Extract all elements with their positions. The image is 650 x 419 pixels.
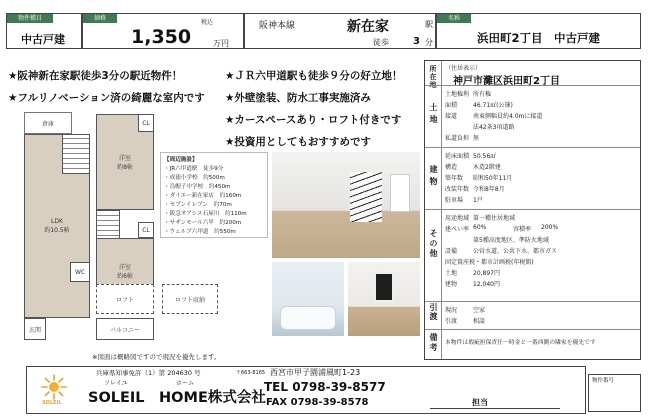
nearby-item: ・成徳小学校 約500m: [164, 175, 225, 181]
other-key: [445, 235, 473, 246]
photo-bedroom: [348, 262, 420, 336]
photo-bathroom: [272, 262, 344, 336]
header-name-value: 浜田町2丁目 中古戸建: [477, 31, 601, 45]
header-line-label: 阪神本線: [259, 21, 296, 31]
location-sub-label: （住居表示）: [445, 65, 482, 72]
company-kana-2: ホーム: [176, 380, 195, 387]
building-key: 改装年数: [445, 186, 470, 193]
header-category-value: 中古戸建: [21, 33, 65, 46]
room-loft: [96, 284, 154, 314]
staff-label: 担当: [472, 398, 488, 407]
point-4: ★外壁塗装、防水工事実施済み: [225, 92, 371, 104]
room-loft-storage: [162, 284, 218, 314]
header-price-value: 1,350: [131, 26, 192, 48]
building-row: [445, 162, 512, 173]
land-row: [445, 122, 542, 133]
header-station-value: 新在家: [347, 19, 389, 35]
room-western-2-size: 約6帖: [117, 273, 133, 280]
photo-living-door: [390, 174, 410, 212]
other-value: 200%: [541, 224, 559, 231]
header-walk-value: 3: [413, 36, 420, 47]
room-wc: [70, 262, 90, 282]
company-kana-1: ソレイユ: [104, 380, 128, 387]
handover-key: 引渡: [445, 318, 458, 325]
room-ldk-size: 約10.5帖: [44, 227, 70, 234]
floorplan-note: ※図面は概略図ですので現況を優先します。: [92, 353, 221, 361]
land-rows: [445, 89, 542, 144]
header-category-cell: [6, 13, 82, 49]
handover-value: 空家: [473, 307, 486, 314]
other-row: [445, 279, 558, 290]
land-key: 私道負担: [445, 135, 470, 142]
room-balcony: [96, 318, 154, 340]
nearby-item: ・ダイエー新在家店 約160m: [164, 193, 242, 199]
other-rows: [445, 213, 558, 290]
header-name-label: 名称: [437, 14, 471, 23]
nearby-item: ・JR六甲道駅 徒歩9分: [164, 166, 224, 172]
remarks-label: 備考: [429, 333, 438, 353]
handover-row: [445, 305, 485, 316]
other-divider: [425, 209, 640, 210]
land-value: 所有権: [473, 91, 492, 98]
building-row: [445, 173, 512, 184]
room-western-2-label: 洋室: [118, 264, 131, 271]
building-row: [445, 184, 512, 195]
footer-postal: 〒663-8165: [236, 370, 266, 376]
other-key: 設備: [445, 248, 458, 255]
photo-bathtub: [280, 306, 336, 330]
company-tel: TEL 0798-39-8577: [264, 380, 386, 394]
other-row: [445, 246, 558, 257]
land-row: [445, 89, 542, 100]
land-value: 南東側幅員約4.0mに接道: [473, 113, 543, 120]
handover-rows: [445, 305, 485, 327]
header-name-cell: [436, 13, 641, 49]
room-stairs-1f: [62, 134, 90, 174]
building-key: 築年数: [445, 175, 464, 182]
details-table: [424, 60, 641, 360]
handover-value: 相談: [473, 318, 486, 325]
room-cl-2: [138, 222, 154, 238]
other-row: [445, 224, 558, 235]
other-key: 用途地域: [445, 215, 470, 222]
land-label: 土地: [429, 103, 438, 127]
handover-label: 引渡: [429, 303, 438, 321]
building-key: 延床面積: [445, 153, 470, 160]
handover-row: [445, 316, 485, 327]
other-key: 固定資産税・都市計画税(年税額): [445, 259, 534, 266]
other-label: その他: [429, 229, 438, 259]
header-station-cell: [244, 13, 436, 49]
room-cl-2-label: CL: [142, 226, 150, 234]
land-divider: [425, 85, 640, 86]
company-name: SOLEIL HOME株式会社: [88, 390, 266, 406]
building-value: 木造2階建: [473, 164, 501, 171]
room-balcony-label: バルコニー: [109, 326, 140, 334]
photo-living-stairs: [350, 172, 382, 222]
building-value: 50.56㎡: [473, 153, 497, 160]
nearby-item: ・ウェルブ六甲道 約550m: [164, 229, 236, 235]
property-id-box: [588, 374, 641, 412]
staff-underline: [430, 408, 560, 409]
land-value: 無: [473, 135, 480, 142]
building-key: 構造: [445, 164, 458, 171]
header-tax-label: 税込: [201, 19, 214, 26]
land-row: [445, 100, 542, 111]
nearby-title: 【周辺施設】: [164, 157, 198, 163]
point-1: ★阪神新在家駅徒歩3分の駅近物件！: [8, 70, 183, 82]
other-value: 公営水道、公共下水、都市ガス: [473, 248, 558, 255]
room-loft-storage-label: ロフト収納: [174, 296, 205, 304]
nearby-item: ・サザンモール六甲 約200m: [164, 220, 242, 226]
land-row: [445, 133, 542, 144]
room-storage: [24, 112, 72, 134]
footer-address: 西宮市甲子園浦風町1-23: [270, 368, 361, 377]
building-row: [445, 195, 512, 206]
other-key: 土地: [445, 270, 458, 277]
header-price-cell: [82, 13, 244, 49]
photo-bedroom-window: [374, 272, 394, 302]
building-key: 駐車場: [445, 197, 464, 204]
room-loft-label: ロフト: [115, 296, 134, 304]
other-row: [445, 268, 558, 279]
header-price-unit: 万円: [213, 39, 229, 48]
room-cl-1-label: CL: [142, 119, 150, 127]
other-key: 建ぺい率: [445, 226, 470, 233]
room-entrance: [24, 318, 46, 340]
room-storage-label: 倉庫: [41, 120, 54, 128]
other-row: [445, 213, 558, 224]
building-value: 1戸: [473, 197, 483, 204]
handover-divider: [425, 301, 640, 302]
label-column-divider: [441, 61, 442, 359]
building-label: 建物: [429, 165, 438, 189]
building-value: 令和8年8月: [473, 186, 505, 193]
building-rows: [445, 151, 512, 206]
handover-key: 現況: [445, 307, 458, 314]
other-row: [445, 235, 558, 246]
nearby-item: ・烏帽子中学校 約450m: [164, 184, 231, 190]
land-key: 土地権利: [445, 91, 470, 98]
header-category-label: 物件種目: [7, 14, 53, 23]
room-entrance-label: 玄関: [28, 326, 41, 334]
header-walk-unit: 分: [425, 38, 433, 47]
other-value: 20,897円: [473, 270, 500, 277]
remarks-divider: [425, 329, 640, 330]
nearby-item: ・セブンイレブン 約70m: [164, 202, 232, 208]
building-row: [445, 151, 512, 162]
other-value: 第5種高度地区、準防火地域: [473, 237, 549, 244]
logo-text: SOLEIL: [42, 400, 62, 406]
room-ldk-label: LDK: [51, 218, 63, 225]
land-row: [445, 111, 542, 122]
point-6: ★投資用としてもおすすめです: [225, 136, 372, 148]
nearby-item: ・阪急オアシス石屋川 約110m: [164, 211, 247, 217]
company-fax: FAX 0798-39-8578: [266, 397, 369, 408]
header-station-suffix: 駅: [425, 20, 433, 29]
other-key: 容積率: [513, 226, 532, 233]
location-value: 神戸市灘区浜田町2丁目: [453, 76, 560, 87]
other-value: 第一種住居地域: [473, 215, 516, 222]
room-western-1-label: 洋室: [118, 155, 131, 162]
other-value: 60%: [473, 224, 487, 231]
land-key: 接道: [445, 113, 458, 120]
header-price-label: 価格: [83, 14, 117, 23]
other-key: 建物: [445, 281, 458, 288]
header-walk-label: 徒歩: [373, 38, 389, 47]
remarks-value: 本物件は瑕疵担保責任一時金と一番西側の隣家を優先です: [445, 340, 596, 346]
property-id-label: 物件番号: [592, 378, 615, 384]
location-label: 所在地: [429, 65, 437, 89]
company-logo: [34, 372, 74, 410]
land-key: 面積: [445, 102, 458, 109]
land-key: [445, 122, 473, 133]
room-wc-label: WC: [74, 268, 86, 276]
land-value: 法42条3項道路: [473, 124, 515, 131]
other-row: [445, 257, 558, 268]
point-3: ★フルリノベーション済の綺麗な室内です: [8, 92, 205, 104]
room-cl-1: [138, 114, 154, 132]
nearby-box: [160, 152, 268, 238]
point-5: ★カースペースあり・ロフト付きです: [225, 114, 402, 126]
point-2: ★ＪＲ六甲道駅も徒歩９分の好立地！: [225, 70, 403, 82]
building-value: 昭和50年11月: [473, 175, 513, 182]
building-divider: [425, 147, 640, 148]
photo-living-room: [272, 152, 420, 258]
room-western-1-size: 約8帖: [117, 164, 133, 171]
other-value: 12,040円: [473, 281, 500, 288]
land-value: 46.71㎡(公簿): [473, 102, 513, 109]
footer-license: 兵庫県知事免許（1）第 204630 号: [96, 369, 201, 377]
